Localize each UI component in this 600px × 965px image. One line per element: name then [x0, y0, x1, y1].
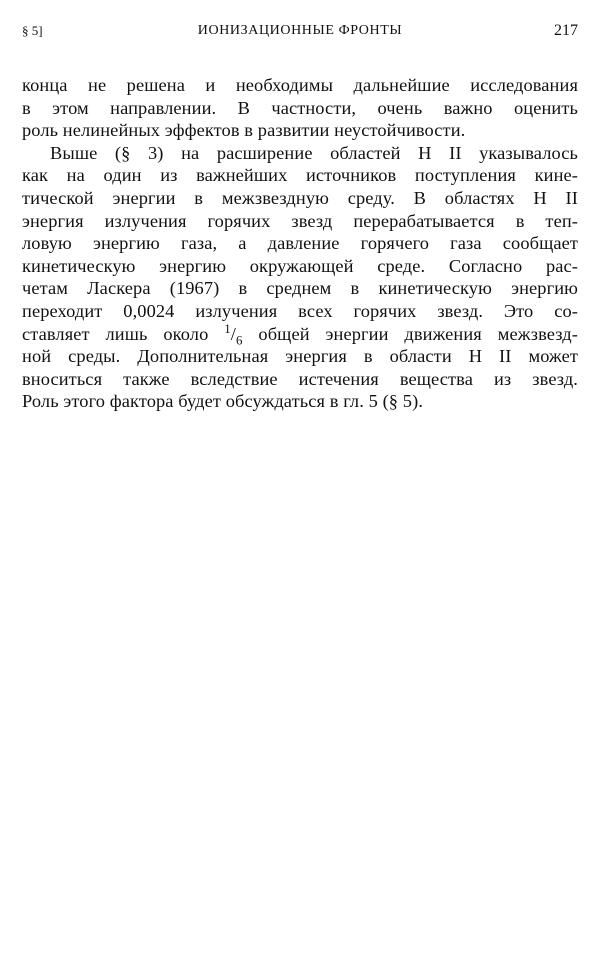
text-line: Роль этого фактора будет обсуждаться в гл. 5 (§ 5).: [22, 391, 424, 412]
text-line: ловую энергию газа, а давление горячего газа сообщает: [22, 233, 578, 254]
page-number: 217: [554, 22, 578, 39]
text-line: вноситься также вследствие истечения вещества из звезд.: [22, 368, 578, 389]
book-page: [22, 16, 578, 413]
text-line: в этом направлении. В частности, очень важно оценить: [22, 97, 578, 118]
text-line: переходит 0,0024 излучения всех горячих звезд. Это со-: [22, 300, 578, 321]
fraction-denominator: 6: [236, 333, 243, 348]
text-line: энергия излучения горячих звезд перерабатывается в теп-: [22, 210, 578, 231]
fraction-numerator: 1: [224, 321, 231, 336]
text-line: кинетическую энергию окружающей среде. Согласно рас-: [22, 255, 578, 276]
text-line: как на один из важнейших источников поступления кине-: [22, 165, 578, 186]
body-text: [22, 74, 578, 413]
fraction-slash: /: [230, 323, 237, 344]
text-line: ной среды. Дополнительная энергия в области H II может: [22, 346, 578, 367]
fraction-line-before: ставляет лишь около: [22, 323, 225, 344]
text-line-with-fraction: [22, 323, 578, 346]
text-line: тической энергии в межзвездную среду. В областях H II: [22, 187, 578, 208]
paragraph-continuation: [22, 74, 578, 142]
paragraph-hii-regions: [22, 142, 578, 413]
running-head-section: § 5]: [22, 23, 43, 38]
running-head: [22, 16, 578, 46]
running-head-title: ИОНИЗАЦИОННЫЕ ФРОНТЫ: [197, 23, 403, 38]
text-line: четам Ласкера (1967) в среднем в кинетическую энергию: [22, 278, 578, 299]
fraction-line-after: общей энергии движения межзвезд-: [242, 323, 578, 344]
text-line: конца не решена и необходимы дальнейшие исследования: [22, 75, 578, 95]
text-line: роль нелинейных эффектов в развитии неустойчивости.: [22, 120, 466, 141]
text-line: Выше (§ 3) на расширение областей H II указывалось: [50, 142, 578, 163]
